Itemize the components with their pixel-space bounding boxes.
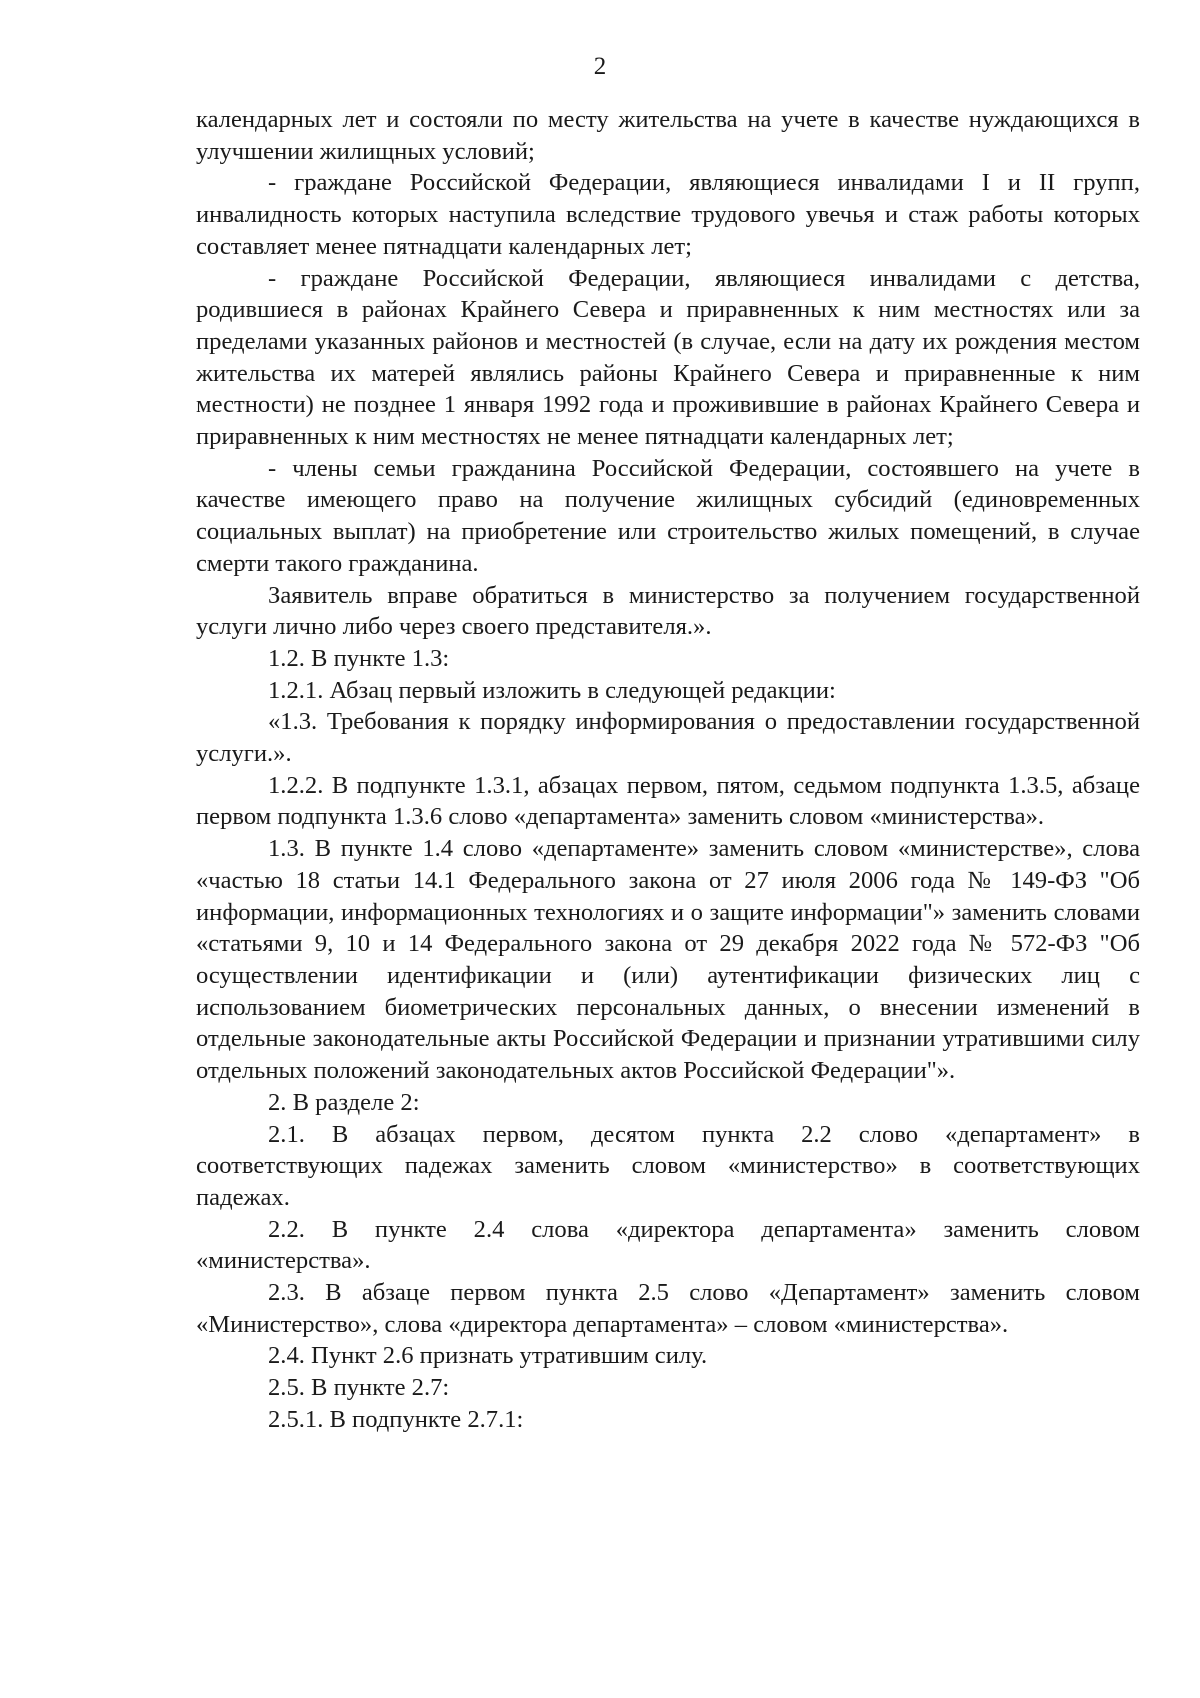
- paragraph: 2.5.1. В подпункте 2.7.1:: [268, 1405, 524, 1433]
- paragraph: 2.3. В абзаце первом пункта 2.5 слово «Департамент» заменить словом «Министерство», слова «директора департамента» – словом «министерства».: [196, 1279, 1140, 1338]
- paragraph: - граждане Российской Федерации, являющиеся инвалидами I и II групп, инвалидность которых наступила вследствие трудового увечья и стаж работы которых составляет менее пятнадцати календарных лет;: [196, 169, 1140, 260]
- paragraph: календарных лет и состояли по месту жительства на учете в качестве нуждающихся в улучшении жилищных условий;: [196, 106, 1140, 165]
- paragraph: 1.2.1. Абзац первый изложить в следующей редакции:: [268, 676, 836, 704]
- paragraph: 1.3. В пункте 1.4 слово «департаменте» заменить словом «министерстве», слова «частью 18 статьи 14.1 Федерального закона от 27 июля 2006 года № 149-ФЗ "Об информации, информационных технологиях и о защите информации"» заменить словами «статьями 9, 10 и 14 Федерального закона от 29 декабря 2022 года № 572-ФЗ "Об осуществлении идентификации и (или) аутентификации физических лиц с использованием биометрических персональных данных, о внесении изменений в отдельные законодательные акты Российской Федерации и признании утратившими силу отдельных положений законодательных актов Российской Федерации"».: [196, 835, 1140, 1085]
- paragraph: Заявитель вправе обратиться в министерство за получением государственной услуги лично либо через своего представителя.».: [196, 581, 1140, 641]
- paragraph: - члены семьи гражданина Российской Федерации, состоявшего на учете в качестве имеющего право на получение жилищных субсидий (единовременных социальных выплат) на приобретение или строительство жилых помещений, в случае смерти такого гражданина.: [196, 454, 1140, 577]
- paragraph: 2.1. В абзацах первом, десятом пункта 2.2 слово «департамент» в соответствующих падежах заменить словом «министерство» в соответствующих падежах.: [196, 1120, 1140, 1211]
- paragraph: 2.5. В пункте 2.7:: [268, 1374, 450, 1402]
- document-body: [196, 104, 1140, 1436]
- paragraph: 1.2. В пункте 1.3:: [268, 644, 450, 672]
- paragraph: 1.2.2. В подпункте 1.3.1, абзацах первом, пятом, седьмом подпункта 1.3.5, абзаце первом подпункта 1.3.6 слово «департамента» заменить словом «министерства».: [196, 771, 1140, 831]
- paragraph: 2.4. Пункт 2.6 признать утратившим силу.: [268, 1342, 708, 1370]
- paragraph: - граждане Российской Федерации, являющиеся инвалидами с детства, родившиеся в районах Крайнего Севера и приравненных к ним местностях или за пределами указанных районов и местностей (в случае, если на дату их рождения местом жительства их матерей являлись районы Крайнего Севера и приравненные к ним местности) не позднее 1 января 1992 года и проживившие в районах Крайнего Севера и приравненных к ним местностях не менее пятнадцати календарных лет;: [196, 264, 1140, 451]
- paragraph: 2. В разделе 2:: [268, 1088, 420, 1116]
- page-number: 2: [593, 53, 607, 80]
- paragraph: «1.3. Требования к порядку информирования о предоставлении государственной услуги.».: [196, 708, 1140, 768]
- paragraph: 2.2. В пункте 2.4 слова «директора департамента» заменить словом «министерства».: [196, 1215, 1140, 1275]
